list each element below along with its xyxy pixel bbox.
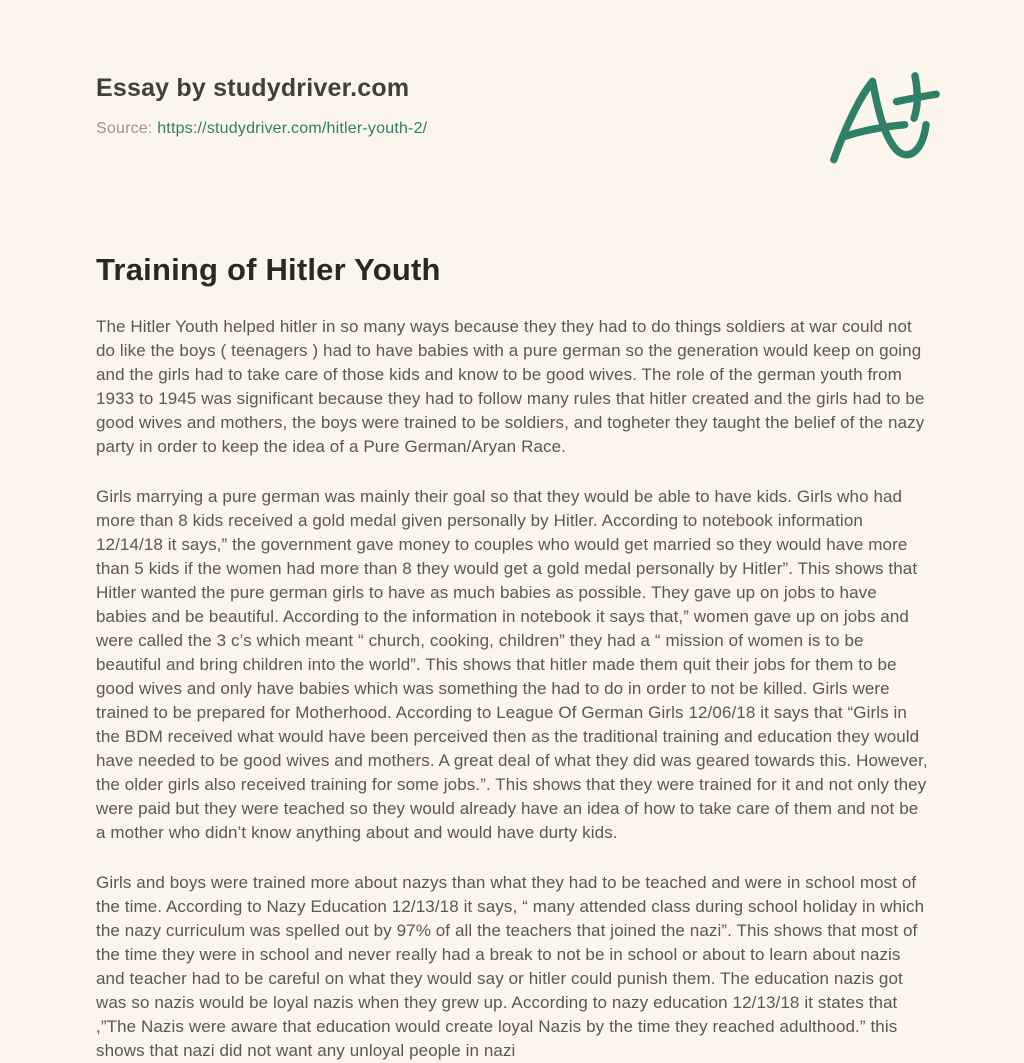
- a-plus-logo-icon: [818, 62, 940, 168]
- source-line: [96, 120, 928, 138]
- essay-paragraph: The Hitler Youth helped hitler in so many ways because they they had to do things soldiers at war could not do like the boys ( teenagers ) had to have babies with a pure german so the generation would keep on going and the girls had to take care of those kids and know to be good wives. The role of the german youth from 1933 to 1945 was significant because they had to follow many rules that hitler created and the girls had to be good wives and mothers, the boys were trained to be soldiers, and togheter they taught the belief of the nazy party in order to keep the idea of a Pure German/Aryan Race.: [96, 317, 925, 456]
- logo-a-left-stroke: [834, 81, 873, 159]
- logo-plus-vertical: [914, 76, 917, 118]
- essay-paragraph: Girls marrying a pure german was mainly their goal so that they would be able to have kids. Girls who had more than 8 kids received a gold medal given personally by Hitler. According to notebook information 12/14/18 it says,” the government gave money to couples who would get married so they would have more than 5 kids if the women had more than 8 they would get a gold medal personally by Hitler”. This shows that Hitler wanted the pure german girls to have as much babies as possible. They gave up on jobs to have babies and be beautiful. According to the information in notebook it says that,” women gave up on jobs and were called the 3 c’s which meant “ church, cooking, children” they had a “ mission of women is to be beautiful and bring children into the world”. This shows that hitler made them quit their jobs for them to be good wives and only have babies which was something the had to do in order to not be killed. Girls were trained to be prepared for Motherhood. According to League Of German Girls 12/06/18 it says that “Girls in the BDM received what would have been perceived then as the traditional training and education they would have needed to be good wives and mothers. A great deal of what they did was geared towards this. However, the older girls also received training for some jobs.”. This shows that they were trained for it and not only they were paid but they were teached so they would already have an idea of how to take care of them and not be a mother who didn’t know anything about and would have durty kids.: [96, 487, 928, 842]
- logo-a-crossbar: [844, 125, 905, 137]
- document-header: [96, 0, 928, 138]
- essay-paragraph: Girls and boys were trained more about nazys than what they had to be teached and were in school most of the time. According to Nazy Education 12/13/18 it says, “ many attended class during school holiday in which the nazy curriculum was spelled out by 97% of all the teachers that joined the nazi”. This shows that most of the time they were in school and never really had a break to not be in school or about to learn about nazis and teacher had to be careful on what they would say or hitler could punish them. The education nazis got was so nazis would be loyal nazis when they grew up. According to nazy education 12/13/18 it states that ,”The Nazis were aware that education would create loyal Nazis by the time they reached adulthood.” this shows that nazi did not want any unloyal people in nazi: [96, 873, 925, 1060]
- site-heading: Essay by studydriver.com: [96, 74, 410, 102]
- source-url-link[interactable]: https://studydriver.com/hitler-youth-2/: [157, 120, 428, 137]
- source-label: Source:: [96, 120, 153, 137]
- essay-body: [96, 315, 928, 1063]
- essay-title: Training of Hitler Youth: [96, 252, 441, 287]
